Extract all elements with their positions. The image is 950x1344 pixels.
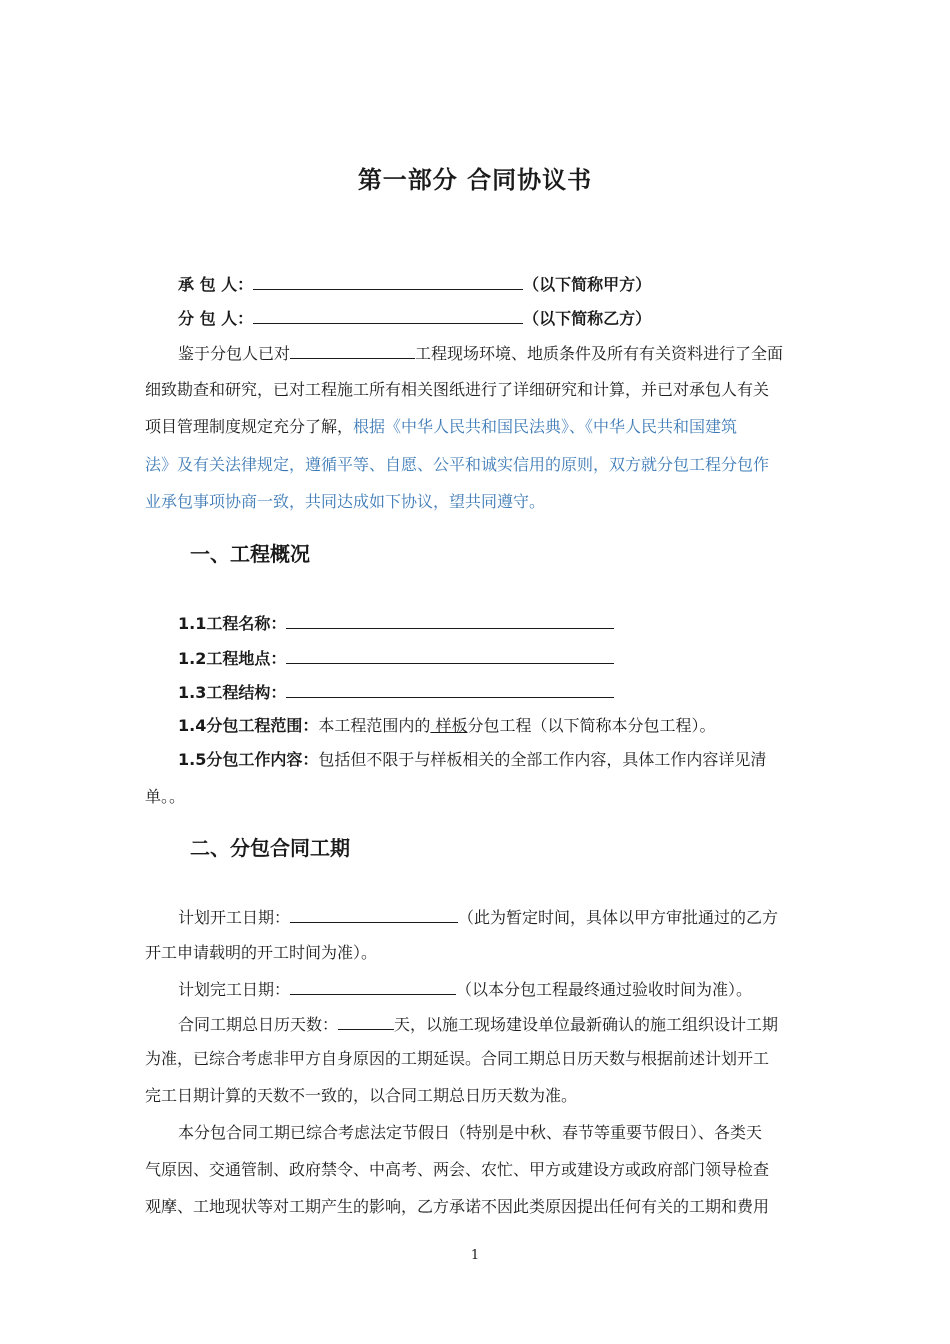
contractor-suffix: （以下简称甲方） [523, 275, 652, 294]
project-name-row [178, 612, 614, 634]
total-days-label: 合同工期总日历天数： [178, 1015, 339, 1034]
contractor-row [178, 273, 651, 295]
start-date-label: 计划开工日期： [178, 908, 291, 927]
project-name-blank[interactable] [286, 612, 614, 629]
scope-text: 本工程范围内的 [318, 716, 431, 735]
end-date-row [178, 978, 752, 1000]
subcontractor-row [178, 307, 651, 329]
end-date-note: （以本分包工程最终通过验收时间为准）。 [456, 980, 753, 999]
project-structure-label: 1.3工程结构： [178, 683, 287, 702]
project-location-row [178, 647, 614, 669]
project-structure-blank[interactable] [286, 681, 614, 698]
contractor-label: 承 包 人： [178, 275, 254, 294]
intro-line-4: 法》及有关法律规定，遵循平等、自愿、公平和诚实信用的原则，双方就分包工程分包作 [145, 455, 770, 474]
total-days-text: 天，以施工现场建设单位最新确认的施工组织设计工期 [394, 1015, 779, 1034]
work-content-row [178, 750, 766, 770]
start-date-blank[interactable] [290, 906, 458, 923]
total-days-line-2: 为准，已综合考虑非甲方自身原因的工期延误。合同工期总日历天数与根据前述计划开工 [145, 1049, 770, 1068]
project-structure-row [178, 681, 614, 703]
intro-line-3 [145, 417, 737, 437]
start-date-row [178, 906, 778, 928]
end-date-blank[interactable] [290, 978, 456, 995]
project-location-blank[interactable] [286, 647, 614, 664]
start-date-note: （此为暂定时间，具体以甲方审批通过的乙方 [458, 908, 779, 927]
work-content-text: 包括但不限于与样板相关的全部工作内容，具体工作内容详见清 [318, 750, 767, 769]
section-2-heading: 二、分包合同工期 [190, 836, 350, 860]
legal-basis-text: 根据《中华人民共和国民法典》、《中华人民共和国建筑 [353, 417, 738, 436]
intro-line-2: 细致勘查和研究，已对工程施工所有相关图纸进行了详细研究和计算，并已对承包人有关 [145, 380, 770, 399]
subcontractor-label: 分 包 人： [178, 309, 254, 328]
project-blank[interactable] [290, 342, 415, 359]
end-date-label: 计划完工日期： [178, 980, 291, 999]
total-days-line-3: 完工日期计算的天数不一致的，以合同工期总日历天数为准。 [145, 1086, 578, 1105]
project-location-label: 1.2工程地点： [178, 649, 287, 668]
intro-text: 项目管理制度规定充分了解， [145, 417, 354, 436]
start-date-note-cont: 开工申请载明的开工时间为准）。 [145, 943, 378, 962]
page-number: 1 [470, 1248, 480, 1263]
total-days-blank[interactable] [338, 1013, 394, 1030]
intro-line-5: 业承包事项协商一致，共同达成如下协议，望共同遵守。 [145, 492, 546, 511]
scope-row [178, 716, 715, 736]
contractor-blank[interactable] [253, 273, 523, 290]
page-title: 第一部分 合同协议书 [357, 166, 593, 194]
total-days-row [178, 1013, 778, 1035]
subcontractor-suffix: （以下简称乙方） [523, 309, 652, 328]
project-name-label: 1.1工程名称： [178, 614, 287, 633]
work-content-label: 1.5分包工作内容： [178, 750, 319, 769]
scope-underlined: 样板 [430, 716, 468, 735]
intro-text: 工程现场环境、地质条件及所有有关资料进行了全面 [415, 344, 784, 363]
scope-label: 1.4分包工程范围： [178, 716, 319, 735]
subcontractor-blank[interactable] [253, 307, 523, 324]
intro-text: 鉴于分包人已对 [178, 344, 291, 363]
work-content-cont: 单。。 [145, 787, 186, 806]
holiday-line-1: 本分包合同工期已综合考虑法定节假日（特别是中秋、春节等重要节假日）、各类天 [178, 1123, 763, 1142]
section-1-heading: 一、工程概况 [190, 542, 310, 566]
holiday-line-3: 观摩、工地现状等对工期产生的影响，乙方承诺不因此类原因提出任何有关的工期和费用 [145, 1197, 770, 1216]
scope-text: 分包工程（以下简称本分包工程）。 [467, 716, 716, 735]
intro-line-1 [178, 342, 783, 364]
holiday-line-2: 气原因、交通管制、政府禁令、中高考、两会、农忙、甲方或建设方或政府部门领导检查 [145, 1160, 770, 1179]
